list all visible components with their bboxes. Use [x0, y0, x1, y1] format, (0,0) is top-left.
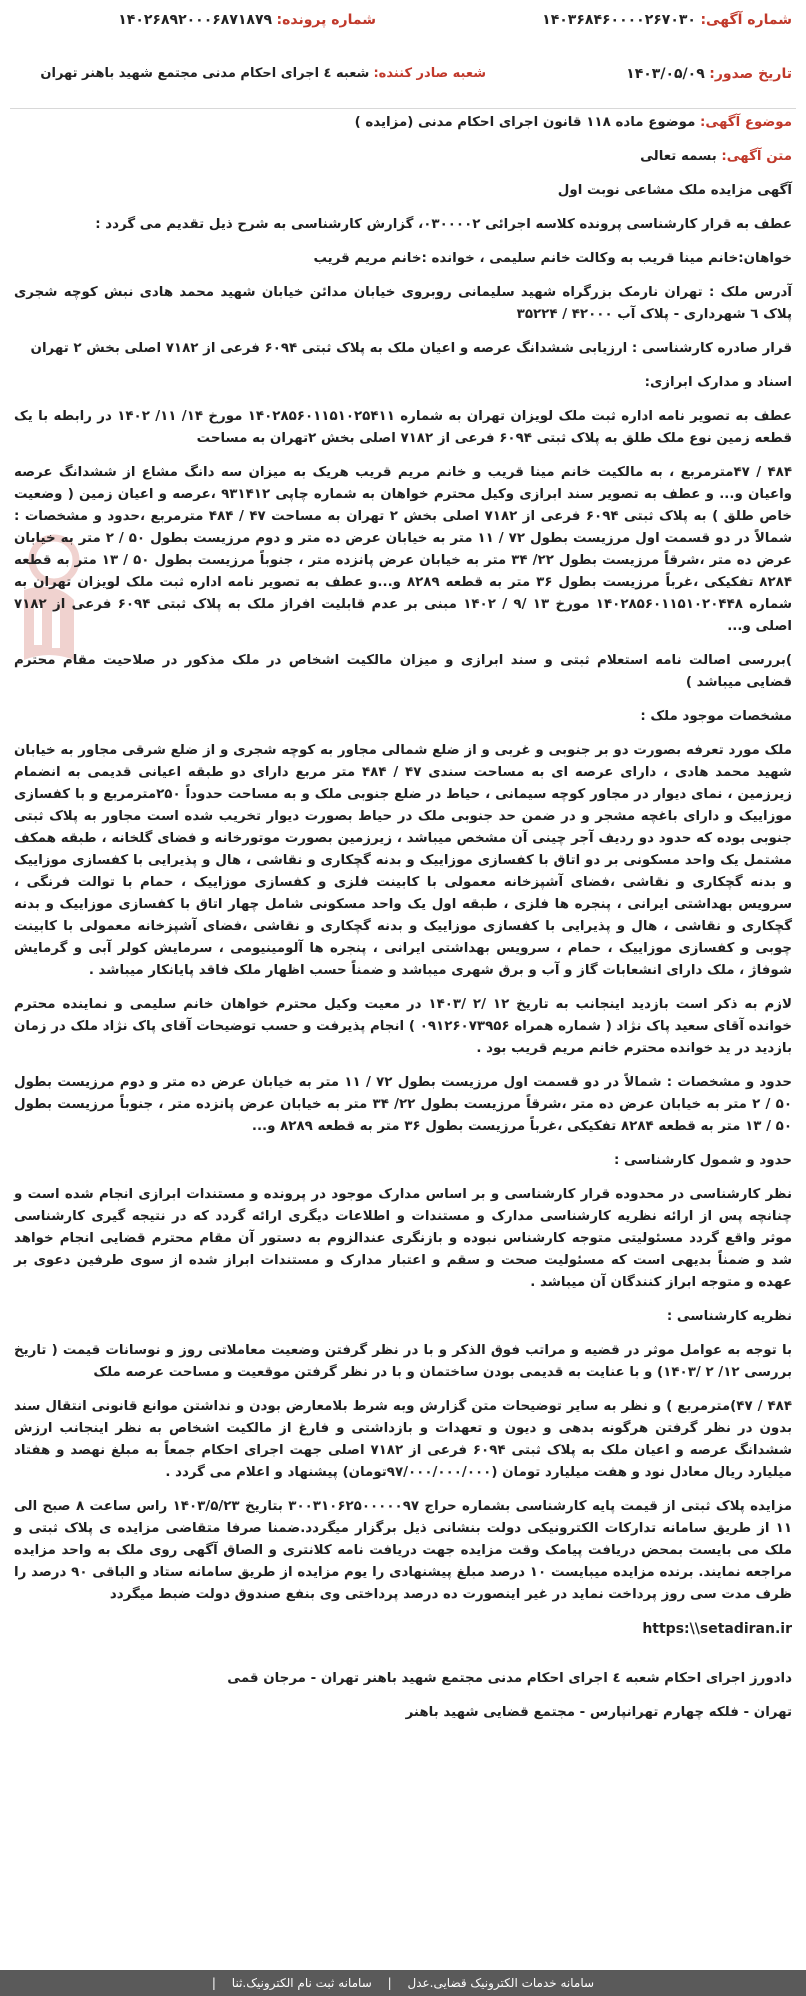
footer-link-sana[interactable]: سامانه ثبت نام الکترونیک.ثنا	[231, 1976, 372, 1990]
paragraph-parties: خواهان:خانم مینا قریب به وکالت خانم سلیمی ، خوانده :خانم مریم قریب	[313, 251, 792, 266]
ad-body	[14, 112, 792, 1736]
paragraph-property-description: ملک مورد تعرفه بصورت دو بر جنوبی و غربی و از ضلع شمالی مجاور به کوچه شجری و از ضلع شرقی مجاور به خیابان شهید محمد هادی ، دارای عرصه ای به مساحت سندی ۴۷ / ۴۸۴ متر مربع دارای دو طبقه اعیانی قدیمی به انضمام زیرزمین ، نمای دیوار در مجاور کوچه سیمانی ، حیاط در ضلع جنوبی ملک و به مساحت حدوداً ۲۵۰مترمربع و با کفسازی موزاییک و دارای باغچه مشجر و در ضمن حد جنوبی ملک در حیاط بصورت دیوار تخریب شده است مجاور به پلاک ثبتی جنوبی بوده که حدود دو ردیف آجر چینی آن مشخص میباشد ، زیرزمین بصورت موتورخانه و فضای گلخانه ، طبقه همکف مشتمل یک واحد مسکونی بر دو اتاق با کفسازی موزاییک و بدنه گچکاری و نقاشی ، هال و پذیرایی با کفسازی موزاییک و بدنه گچکاری و نقاشی ،فضای آشپزخانه معمولی با کابینت فلزی و کفسازی موزاییک ، حمام با توالت فرنگی ، سرویس بهداشتی ایرانی ، پنجره ها فلزی ، طبقه اول یک واحد مسکونی شامل چهار اتاق با کفسازی موزاییک و بدنه گچکاری و نقاشی ، هال و پذیرایی با کفسازی موزاییک و بدنه گچکاری و نقاشی ،فضای آشپزخانه معمولی با کابینت چوبی و کفسازی موزاییک ، حمام ، سرویس بهداشتی ایرانی ، پنجره ها آلومینیومی ، سرمایش کولر آبی و گرمایش شوفاژ ، ملک دارای انشعابات گاز و آب و برق شهری میباشد و ضمناً حسب اظهار ملک فاقد پایانکار میباشد .	[14, 743, 792, 978]
issue-date-row	[626, 66, 792, 82]
ad-number-label: شماره آگهی:	[700, 12, 792, 28]
branch-name: شعبه ٤ اجرای احکام مدنی مجتمع شهید باهنر تهران	[40, 66, 370, 81]
ad-number-row	[542, 12, 792, 28]
paragraph-address: آدرس ملک : تهران نارمک بزرگراه شهید سلیمانی روبروی خیابان مدائن خیابان شهید محمد هادی نبش کوچه شجری پلاک ٦ شهرداری - پلاک آب ۴۲۰۰۰ / ۳۵۲۲۴	[14, 285, 792, 322]
body-label: متن آگهی:	[721, 149, 792, 164]
heading-property-specs: مشخصات موجود ملک :	[640, 709, 792, 724]
issue-date-label: تاریخ صدور:	[709, 66, 792, 82]
paragraph-intro: عطف به قرار کارشناسی پرونده کلاسه اجرائی ۰۳۰۰۰۰۲، گزارش کارشناسی به شرح ذیل تقدیم می گردد :	[95, 217, 792, 232]
branch-row	[40, 66, 486, 81]
ad-number: ۱۴۰۳۶۸۴۶۰۰۰۰۲۶۷۰۳۰	[542, 12, 696, 28]
basmala: بسمه تعالی	[640, 149, 717, 164]
footer-separator: |	[387, 1976, 392, 1990]
header-divider	[10, 108, 796, 109]
paragraph-visit: لازم به ذکر است بازدید اینجانب به تاریخ ۱۲ /۲ /۱۴۰۳ در معیت وکیل محترم خواهان خانم سلیمی و نماینده محترم خوانده آقای سعید پاک نژاد ( شماره همراه ۰۹۱۲۶۰۷۳۹۵۶ ) انجام پذیرفت و حسب توضیحات آقای پاک نژاد ملک در زمان بازدید در ید خوانده محترم خانم مریم قریب بود .	[14, 997, 792, 1056]
ad-title: آگهی مزایده ملک مشاعی نوبت اول	[557, 183, 792, 198]
branch-label: شعبه صادر کننده:	[373, 66, 486, 81]
paragraph-auction-terms: مزایده پلاک ثبتی از قیمت پایه کارشناسی بشماره حراج ۳۰۰۳۱۰۶۲۵۰۰۰۰۰۹۷ بتاریخ ۱۴۰۳/۵/۲۳ راس ساعت ۸ صبح الی ۱۱ از طریق سامانه تدارکات الکترونیکی دولت بنشانی ذیل برگزار میگردد.ضمنا صرفا متقاضی مزایده ی پلاک ثبتی و ملک می بایست بمحض دریافت پیامک وقت مزایده جهت دریافت نامه کلانتری و الصاق آگهی روی ملک به واحد مزایده مراجعه نمایند. برنده مزایده میبایست ۱۰ درصد مبلغ پیشنهادی را یوم مزایده از طریق سامانه ستاد و الباقی ۹۰ درصد را ظرف مدت سی روز پرداخت نماید در غیر اینصورت ده درصد پرداختی وی بنفع صندوق دولت ضبط میگردد	[14, 1499, 793, 1602]
setadiran-link[interactable]: https:\\setadiran.ir	[642, 1621, 792, 1637]
body-heading	[14, 146, 792, 168]
paragraph-scope: نظر کارشناسی در محدوده قرار کارشناسی و بر اساس مدارک موجود در پرونده و مستندات ابرازی انجام شده است و چنانچه پس از ارائه نظریه کارشناسی مدارک و مستندات و اطلاعات دیگری ارائه گردد که در نتیجه گیری کارشناسی موثر واقع گردد مسئولیتی متوجه کارشناس نبوده و بازنگری عندالزوم به دستور آن مقام محترم قضایی انجام خواهد شد و ضمناً بدیهی است که مسئولیت صحت و سقم و اعتبار مدارک و مستندات ابراز شده از سوی طرفین دعوی بر عهده و متوجه ابراز کنندگان آن میباشد .	[14, 1187, 792, 1290]
paragraph-registry-letter: عطف به تصویر نامه اداره ثبت ملک لویزان تهران به شماره ۱۴۰۲۸۵۶۰۱۱۵۱۰۲۵۴۱۱ مورخ ۱۴/ ۱۱/ ۱۴۰۲ در رابطه با یک قطعه زمین نوع ملک طلق به پلاک ثبتی ۶۰۹۴ فرعی از ۷۱۸۲ اصلی بخش ۲تهران به مساحت	[14, 409, 792, 446]
paragraph-opinion-factors: با توجه به عوامل موثر در قضیه و مراتب فوق الذکر و با در نظر گرفتن وضعیت معاملاتی روز و نوسانات قیمت ( تاریخ بررسی ۱۲/ ۲ /۱۴۰۳) و با عنایت به قدیمی بودن ساختمان و با در نظر گرفتن موقعیت و مساحت عرصه ملک	[14, 1343, 792, 1380]
paragraph-valuation: ۴۸۴ / ۴۷)مترمربع ) و نظر به سایر توضیحات متن گزارش وبه شرط بلامعارض بودن و نداشتن موانع قانونی انتقال سند بدون در نظر گرفتن هرگونه بدهی و دیون و تعهدات و بازداشتی و فارغ از مالکیت اشخاص به نظر اینجانب ارزش ششدانگ عرصه و اعیان ملک به پلاک ثبتی ۶۰۹۴ فرعی از ۷۱۸۲ اصلی جهت اجرای احکام جمعاً به مبلغ نهصد و هفتاد میلیارد ریال معادل نود و هفت میلیارد تومان (۹۷/۰۰۰/۰۰۰/۰۰۰تومان) پیشنهاد و اعلام می گردد .	[14, 1399, 793, 1480]
paragraph-boundaries: حدود و مشخصات : شمالاً در دو قسمت اول مرزیست بطول ۷۲ / ۱۱ متر به خیابان عرض ده متر و دوم مرزیست بطول ۵۰ / ۲ متر به خیابان عرض ده متر ،شرقاً مرزیست بطول ۲۲/ ۳۴ متر به خیابان عرض پانزده متر ، جنوباً مرزیست بطول ۵۰ / ۱۳ متر به قطعه ۸۲۸۴ تفکیکی ،غرباً مرزیست بطول ۳۶ متر به قطعه ۸۲۸۹ و...	[14, 1075, 793, 1134]
subject-line	[14, 112, 792, 134]
subject-label: موضوع آگهی:	[700, 115, 792, 130]
heading-scope: حدود و شمول کارشناسی :	[614, 1153, 792, 1168]
signature-line-2: تهران - فلکه چهارم تهرانپارس - مجتمع قضایی شهید باهنر	[405, 1705, 792, 1720]
issue-date: ۱۴۰۳/۰۵/۰۹	[626, 66, 705, 82]
footer-link-adliran[interactable]: سامانه خدمات الکترونیک قضایی.عدل	[407, 1976, 595, 1990]
file-number-label: شماره پرونده:	[276, 12, 376, 28]
signature-line-1: دادورز اجرای احکام شعبه ٤ اجرای احکام مدنی مجتمع شهید باهنر تهران - مرجان قمی	[227, 1671, 792, 1686]
paragraph-verification: )بررسی اصالت نامه استعلام ثبتی و سند ابرازی و میزان مالکیت اشخاص در ملک مذکور در صلاحیت مقام محترم قضایی میباشد )	[14, 653, 792, 690]
file-number: ۱۴۰۲۶۸۹۲۰۰۰۶۸۷۱۸۷۹	[118, 12, 273, 28]
subject-value: موضوع ماده ۱۱۸ قانون اجرای احکام مدنی (مزایده )	[354, 115, 696, 130]
ad-header	[0, 0, 806, 110]
heading-documents: اسناد و مدارک ابرازی:	[644, 375, 792, 390]
footer-bar	[0, 1970, 806, 1996]
paragraph-order: قرار صادره کارشناسی : ارزیابی ششدانگ عرصه و اعیان ملک به پلاک ثبتی ۶۰۹۴ فرعی از ۷۱۸۲ اصلی بخش ۲ تهران	[30, 341, 792, 356]
file-number-row	[118, 12, 376, 28]
footer-separator-end: |	[211, 1976, 216, 1990]
heading-expert-opinion: نظریه کارشناسی :	[666, 1309, 792, 1324]
paragraph-ownership: ۴۸۴ / ۴۷مترمربع ، به مالکیت خانم مینا قریب و خانم مریم قریب هریک به میزان سه دانگ مشاع از ششدانگ عرصه واعیان و... و عطف به تصویر سند ابرازی وکیل محترم خواهان به شماره چاپی ۹۳۱۴۱۲ ،عرصه و اعیان زمین ( وضعیت خاص طلق ) به پلاک ثبتی ۶۰۹۴ فرعی از ۷۱۸۲ اصلی بخش ۲ تهران به مساحت ۴۷ / ۴۸۴ مترمربع ،حدود و مشخصات : شمالاً در دو قسمت اول مرزیست بطول ۷۲ / ۱۱ متر به خیابان عرض ده متر و دوم مرزیست بطول ۵۰ / ۲ متر به خیابان عرض ده متر ،شرقاً مرزیست بطول ۲۲/ ۳۴ متر به خیابان عرض پانزده متر ، جنوباً مرزیست بطول ۵۰ / ۱۳ متر به قطعه ۸۲۸۴ تفکیکی ،غرباً مرزیست بطول ۳۶ متر به قطعه ۸۲۸۹ و...و عطف به تصویر نامه اداره ثبت ملک لویزان تهران به شماره ۱۴۰۲۸۵۶۰۱۱۵۱۰۲۰۴۴۸ مورخ ۱۳ /۹ / ۱۴۰۲ مبنی بر عدم قابلیت افراز ملک به پلاک ثبتی ۶۰۹۴ فرعی از ۷۱۸۲ اصلی و...	[14, 465, 793, 634]
